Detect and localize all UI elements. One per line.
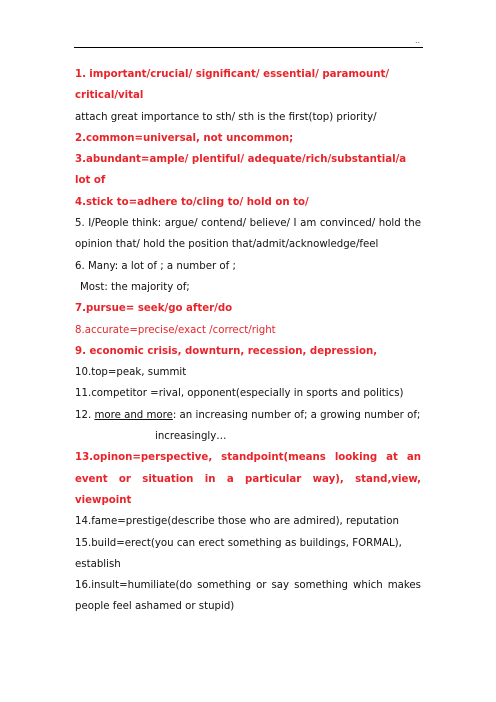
list-item-14: 14.fame=prestige(describe those who are admired), reputation [75, 516, 399, 528]
list-item-15: 15.build=erect(you can erect something as buildings, FORMAL), establish [75, 537, 402, 570]
list-item-5: 5. I/People think: argue/ contend/ believe/ I am convinced/ hold the opinion that/ hold the position that/admit/acknowledge/feel [75, 218, 421, 251]
header-rule [74, 47, 423, 48]
list-item-3: 3.abundant=ample/ plentiful/ adequate/rich/substantial/a lot of [75, 154, 407, 187]
item-1-number: 1. [75, 69, 86, 80]
item-12-number: 12. [75, 409, 92, 421]
list-item-6: 6. Many: a lot of ; a number of ; [75, 260, 236, 272]
list-item-2: 2.common=universal, not uncommon; [75, 132, 294, 144]
list-item-12-continued: increasingly… [155, 431, 227, 443]
list-item-8: 8.accurate=precise/exact /correct/right [75, 324, 276, 336]
list-item-1 [75, 64, 421, 107]
list-item-7: 7.pursue= seek/go after/do [75, 303, 233, 315]
document-body [75, 64, 421, 618]
list-item-16: 16.insult=humiliate(do something or say something which makes people feel ashamed or stupid) [75, 580, 421, 613]
list-item-6-continued: Most: the majority of; [80, 281, 190, 293]
list-item-1-continued: attach great importance to sth/ sth is the first(top) priority/ [75, 111, 377, 123]
item-1-synonyms: important/crucial/ significant/ essential/ paramount/ critical/vital [75, 69, 390, 102]
list-item-13: 13.opinon=perspective, standpoint(means looking at an event or situation in a particular way), stand,view, viewpoint [75, 452, 421, 506]
item-12-underlined: more and more [94, 409, 173, 421]
header-marker: .. [415, 36, 421, 45]
list-item-12 [75, 405, 421, 426]
list-item-11: 11.competitor =rival, opponent(especially in sports and politics) [75, 388, 404, 400]
list-item-10: 10.top=peak, summit [75, 367, 187, 379]
list-item-9: 9. economic crisis, downturn, recession, depression, [75, 345, 378, 357]
list-item-4: 4.stick to=adhere to/cling to/ hold on to/ [75, 196, 309, 208]
item-12-rest: : an increasing number of; a growing number of; [172, 409, 421, 421]
